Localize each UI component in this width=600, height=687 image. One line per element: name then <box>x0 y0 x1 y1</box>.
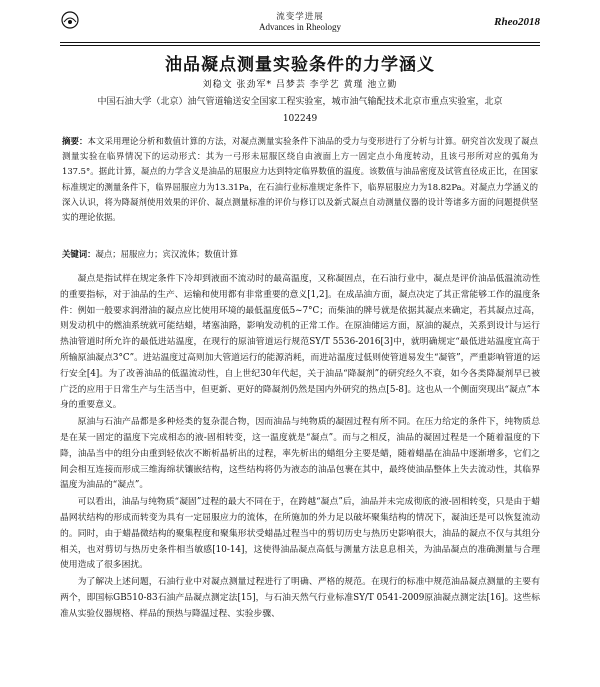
keywords <box>62 248 538 260</box>
body-paragraph: 凝点是指试样在规定条件下冷却到液面不流动时的最高温度，又称凝固点，在石油行业中，凝点是评价油品低温流动性的重要指标，对于油品的生产、运输和使用都有非常重要的意义[1,2]。在成品油方面，凝点决定了其正常能够工作的温度条件：例如一般要求润滑油的凝点应比使用环境的最低温度低5~7°C；而柴油的牌号就是依据其凝点来确定，若其凝点过高，则发动机中的燃油系统就可能结蜡，堵塞油路，影响发动机的正常工作。在原油储运方面，原油的凝点，关系到设计与运行热油管道时所允许的最低进站温度，在现行的原油管道运行规范SY/T 5536-2016[3]中，就明确规定“最低进站温度宜高于所输原油凝点3°C”。进站温度过高则加大管道运行的能源消耗，而进站温度过低则使管道易发生“凝管”，严重影响管道的运行安全[4]。为了改善油品的低温流动性，自上世纪30年代起，关于油品“降凝剂”的研究经久不衰，如今各类降凝剂早已被广泛的应用于日常生产与生活当中，但更新、更好的降凝剂仍然是国内外研究的热点[5-8]。这也从一个侧面突现出“凝点”本身的重要意义。 <box>60 274 540 411</box>
conference-mark: Rheo2018 <box>494 16 540 28</box>
author-list: 刘稳文 张劲军* 吕梦芸 李学艺 黄瑾 池立勤 <box>202 80 398 90</box>
body-paragraph: 原油与石油产品都是多种烃类的复杂混合物，因而油品与纯物质的凝固过程有所不同。在压力给定的条件下，纯物质总是在某一固定的温度下完成相态的液-固相转变，这一温度就是“凝点”。而与之相反，油品的凝固过程是一个随着温度的下降，油品当中的组分由重到轻依次不断析晶析出的过程，率先析出的蜡组分主要是蜡，随着蜡晶在油品中逐渐增多，它们之间会相互连接而形成三维海绵状镶嵌结构，这些结构将仍为液态的油品包裹在其中，最终使油品整体上失去流动性，其临界温度为油品的“凝点”。 <box>60 417 540 491</box>
keywords-text: 凝点；屈服应力；宾汉流体；数值计算 <box>95 249 238 259</box>
journal-name-en: Advances in Rheology <box>259 22 341 32</box>
abstract-text: 本文采用理论分析和数值计算的方法，对凝点测量实验条件下油品的受力与变形进行了分析与计算。研究首次发现了凝点测量实验在临界情况下的运动形式：其为一弓形未屈服区绕自由液面上方一固定点小角度转动，且该弓形所对应的弧角为137.5°。据此计算，凝点的力学含义是油品的屈服应力达到特定临界数值的温度。该数值与油品密度及试管直径成正比，在国家标准规定的测量条件下，临界屈服应力为13.31Pa，在石油行业标准规定条件下，临界屈服应力为18.82Pa。对凝点力学涵义的深入认识，将为降凝剂使用效果的评价、凝点测量标准的评价与修订以及新式凝点自动测量仪器的设计等诸多方面的问题提供坚实的理论依据。 <box>62 136 539 223</box>
journal-name <box>60 10 540 32</box>
header-rule-thin <box>60 45 540 46</box>
keywords-label: 关键词： <box>62 249 96 259</box>
affiliation: 中国石油大学（北京）油气管道输送安全国家工程实验室，城市油气输配技术北京市重点实验室，北京 102249 <box>97 97 503 124</box>
abstract-label: 摘要： <box>62 136 88 146</box>
body-paragraph: 为了解决上述问题，石油行业中对凝点测量过程进行了明确、严格的规范。在现行的标准中规范油品凝点测量的主要有两个，即国标GB510-83石油产品凝点测定法[15]，与石油天然气行业标准SY/T 0541-2009原油凝点测定法[16]。这些标准从实验仪器规格、样品的预热与降温过程、实验步骤、 <box>60 577 540 619</box>
journal-header <box>60 6 540 42</box>
header-rule <box>60 42 540 43</box>
abstract <box>62 134 538 225</box>
body-paragraph: 可以看出，油品与纯物质“凝固”过程的最大不同在于，在跨越“凝点”后，油品并未完成彻底的液-固相转变，只是由于蜡晶网状结构的形成而转变为具有一定屈服应力的流体，在所施加的外力足以破坏聚集结构的情况下，凝油还是可以恢复流动的。同时，由于蜡晶微结构的聚集程度和聚集形状受蜡晶过程当中的剪切历史与热历史影响很大，油品的凝点不仅与其组分相关，也对剪切与热历史条件相当敏感[10-14]，这使得油品凝点高低与测量方法息息相关，为油品凝点的准确测量与合理使用造成了很多困扰。 <box>60 497 540 571</box>
journal-name-cn: 流变学进展 <box>276 12 324 22</box>
paper-title: 油品凝点测量实验条件的力学涵义 <box>165 55 435 75</box>
body-text <box>60 272 540 684</box>
